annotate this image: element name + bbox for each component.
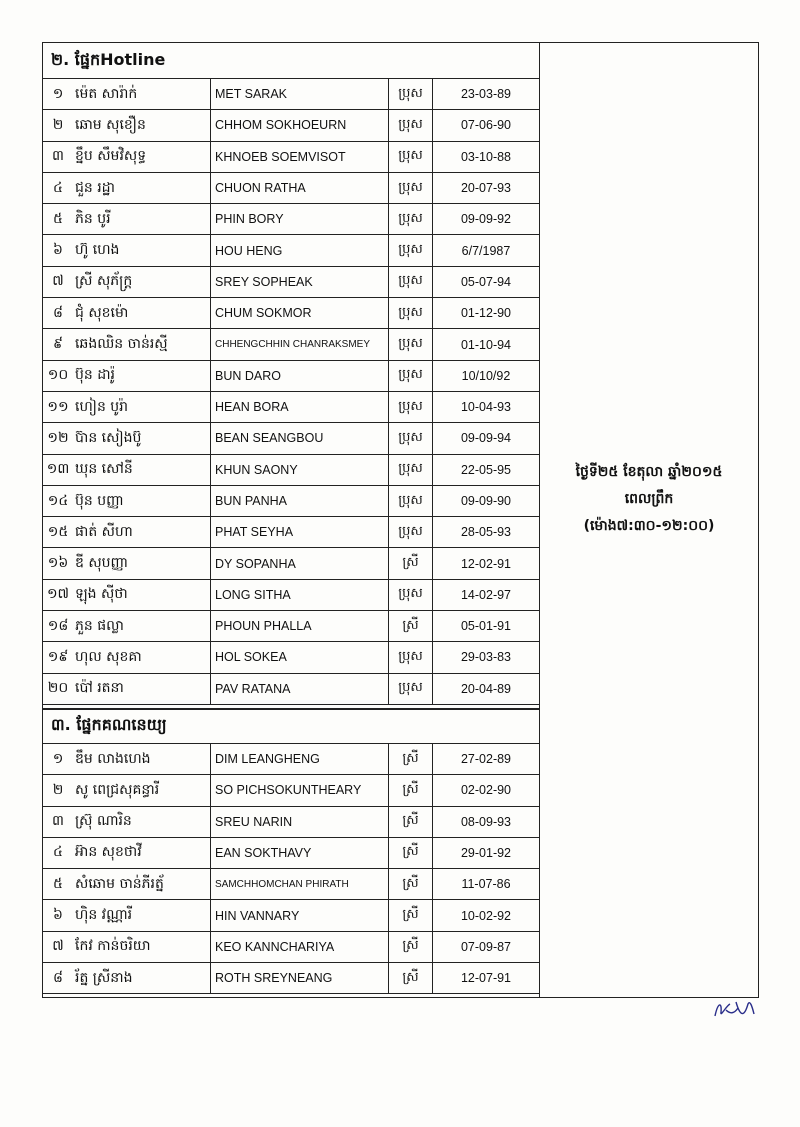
table-row (43, 674, 539, 705)
table-row (43, 900, 539, 931)
sex: ស្រី (389, 963, 433, 993)
date-of-birth: 09-09-90 (460, 494, 512, 508)
latin-name: SO PICHSOKUNTHEARY (211, 775, 389, 805)
row-number: ៤ (53, 844, 63, 861)
row-number: ៧ (52, 273, 64, 290)
khmer-name: ប៊ុន ដារ៉ូ (73, 361, 211, 391)
khmer-name: ឆេងឈិន ចាន់រស្មី (73, 329, 211, 359)
table-row (43, 329, 539, 360)
table-row (43, 204, 539, 235)
khmer-name: ប៉ៅ រតនា (73, 674, 211, 704)
sex: ស្រី (389, 548, 433, 578)
schedule-date: ថ្ងៃទី២៥ ខែតុលា ឆ្នាំ២០១៥ (575, 464, 723, 480)
khmer-name: ឃុន សៅនី (73, 455, 211, 485)
row-number: ៣ (52, 813, 64, 830)
date-of-birth: 02-02-90 (460, 783, 512, 798)
row-number: ៦ (53, 242, 63, 259)
sex: ប្រុស (389, 423, 433, 453)
latin-name: CHUM SOKMOR (211, 298, 389, 328)
khmer-name: ហុល សុខគា (73, 642, 211, 672)
latin-name: PHIN BORY (211, 204, 389, 234)
date-of-birth: 11-07-86 (461, 877, 511, 892)
row-number: ៩ (53, 336, 63, 353)
table-row (43, 642, 539, 673)
khmer-name: ហៀន បូរ៉ា (73, 392, 211, 422)
row-number: ១៥ (47, 523, 69, 540)
date-of-birth: 01-12-90 (460, 306, 512, 321)
table-row (43, 267, 539, 298)
row-number: ១៧ (46, 586, 70, 603)
table-row (43, 611, 539, 642)
date-of-birth: 20-07-93 (460, 181, 512, 196)
sex: ប្រុស (389, 361, 433, 391)
row-number: ២ (52, 116, 64, 133)
latin-name: SAMCHHOMCHAN PHIRATH (211, 869, 389, 899)
table-row (43, 744, 539, 775)
section-header: ២. ផ្នែកHotline (43, 43, 539, 79)
khmer-name: រ័ត្ន ស្រីនាង (73, 963, 211, 993)
latin-name: CHHENGCHHIN CHANRAKSMEY (211, 329, 389, 359)
sex: ប្រុស (389, 517, 433, 547)
khmer-name: ឡុង ស៊ីថា (73, 580, 211, 610)
sex: ប្រុស (389, 267, 433, 297)
khmer-name: ផាត់ សីហា (73, 517, 211, 547)
khmer-name: ប៊ុន បញ្ញា (73, 486, 211, 516)
date-of-birth: 10-04-93 (460, 400, 512, 415)
sex: ប្រុស (389, 173, 433, 203)
sex: ប្រុស (389, 392, 433, 422)
schedule-time: (ម៉ោង៧:៣០-១២:០០) (583, 518, 715, 534)
date-of-birth: 22-05-95 (460, 462, 512, 477)
date-of-birth: 23-03-89 (460, 87, 512, 102)
latin-name: CHHOM SOKHOEURN (211, 110, 389, 140)
khmer-name: ខ្នឹប សឹមវិសុទ្ធ (73, 142, 211, 172)
latin-name: DIM LEANGHENG (211, 744, 389, 774)
latin-name: EAN SOKTHAVY (211, 838, 389, 868)
sex: ស្រី (389, 744, 433, 774)
latin-name: SREU NARIN (211, 807, 389, 837)
table-row (43, 142, 539, 173)
sex: ប្រុស (389, 580, 433, 610)
sex: ប្រុស (389, 204, 433, 234)
row-number: ៣ (52, 148, 64, 165)
sex: ប្រុស (389, 110, 433, 140)
date-of-birth: 27-02-89 (460, 752, 512, 767)
sex: ប្រុស (389, 329, 433, 359)
sex: ស្រី (389, 932, 433, 962)
row-number: ៧ (52, 938, 64, 955)
latin-name: PHOUN PHALLA (211, 611, 389, 641)
table-row (43, 298, 539, 329)
sex: ស្រី (389, 611, 433, 641)
khmer-name: ម៉េត សារ៉ាក់ (73, 79, 211, 109)
schedule-block (540, 459, 758, 540)
latin-name: PAV RATANA (211, 674, 389, 704)
latin-name: HOU HENG (211, 235, 389, 265)
sex: ស្រី (389, 775, 433, 805)
row-number: ៨ (53, 969, 63, 986)
date-of-birth: 6/7/1987 (461, 243, 511, 258)
latin-name: BEAN SEANGBOU (211, 423, 389, 453)
date-of-birth: 12-07-91 (460, 971, 512, 986)
row-number: ៥ (53, 210, 63, 227)
latin-name: MET SARAK (211, 79, 389, 109)
latin-name: HIN VANNARY (211, 900, 389, 930)
table-row (43, 517, 539, 548)
khmer-name: ជុំ សុខម៉ោ (73, 298, 211, 328)
row-number: ១០ (47, 367, 69, 384)
date-of-birth: 29-01-92 (460, 845, 512, 860)
table-row (43, 79, 539, 110)
latin-name: BUN DARO (211, 361, 389, 391)
staff-list (43, 43, 539, 997)
khmer-name: អ៊ាន សុខថាវី (73, 838, 211, 868)
table-row (43, 548, 539, 579)
row-number: ១៦ (47, 555, 69, 572)
khmer-name: ហ៊ូ ហេង (73, 235, 211, 265)
row-number: ២ (52, 781, 64, 798)
latin-name: SREY SOPHEAK (211, 267, 389, 297)
latin-name: KHNOEB SOEMVISOT (211, 142, 389, 172)
sex: ប្រុស (389, 235, 433, 265)
sex: ស្រី (389, 869, 433, 899)
date-of-birth: 05-01-91 (460, 619, 512, 634)
latin-name: DY SOPANHA (211, 548, 389, 578)
sex: ស្រី (389, 900, 433, 930)
table-row (43, 775, 539, 806)
row-number: ១៣ (46, 461, 70, 478)
khmer-name: ប៊ាន សៀងប៊ូ (73, 423, 211, 453)
table-row (43, 110, 539, 141)
sex: ប្រុស (389, 79, 433, 109)
khmer-name: សំឆោម ចាន់ភីរត្ន័ (73, 869, 211, 899)
khmer-name: ស្រ៊ុ ណារិន (73, 807, 211, 837)
table-row (43, 235, 539, 266)
latin-name: CHUON RATHA (211, 173, 389, 203)
date-of-birth: 20-04-89 (460, 681, 512, 696)
sex: ប្រុស (389, 455, 433, 485)
latin-name: HEAN BORA (211, 392, 389, 422)
khmer-name: ឌី សុបញ្ញា (73, 548, 211, 578)
khmer-name: ឌឹម លាងហេង (73, 744, 211, 774)
sex: ប្រុស (389, 486, 433, 516)
sex: ប្រុស (389, 674, 433, 704)
table-row (43, 392, 539, 423)
row-number: ៨ (53, 304, 63, 321)
row-number: ១ (52, 750, 64, 767)
date-of-birth: 08-09-93 (460, 814, 512, 829)
latin-name: LONG SITHA (211, 580, 389, 610)
date-of-birth: 09-09-94 (460, 431, 512, 446)
date-of-birth: 14-02-97 (460, 587, 512, 602)
row-number: ១៨ (47, 617, 69, 634)
latin-name: BUN PANHA (211, 486, 389, 516)
table-row (43, 869, 539, 900)
table-row (43, 423, 539, 454)
date-of-birth: 28-05-93 (460, 525, 512, 540)
row-number: ៦ (53, 907, 63, 924)
table-row (43, 932, 539, 963)
table-row (43, 580, 539, 611)
date-of-birth: 07-06-90 (460, 118, 512, 133)
table-row (43, 173, 539, 204)
khmer-name: ហ៊ិន វណ្ណារី (73, 900, 211, 930)
table-row (43, 807, 539, 838)
sex: ស្រី (389, 838, 433, 868)
latin-name: HOL SOKEA (211, 642, 389, 672)
row-number: ១២ (47, 429, 69, 446)
sex: ប្រុស (389, 142, 433, 172)
date-of-birth: 12-02-91 (460, 556, 512, 571)
khmer-name: ស្រី សុភ័ក្ត្រ (73, 267, 211, 297)
sex: ប្រុស (389, 298, 433, 328)
date-of-birth: 09-09-92 (460, 212, 512, 227)
table-row (43, 963, 539, 994)
date-of-birth: 03-10-88 (460, 149, 512, 164)
schedule-session: ពេលព្រឹក (624, 491, 674, 507)
khmer-name: កែវ កាន់ចរិយា (73, 932, 211, 962)
schedule-column (539, 43, 758, 997)
latin-name: ROTH SREYNEANG (211, 963, 389, 993)
row-number: ៤ (53, 179, 63, 196)
date-of-birth: 10-02-92 (460, 908, 512, 923)
date-of-birth: 07-09-87 (460, 939, 512, 954)
latin-name: KEO KANNCHARIYA (211, 932, 389, 962)
row-number: ១១ (47, 398, 69, 415)
date-of-birth: 05-07-94 (460, 274, 512, 289)
khmer-name: សូ ពេជ្រសុគន្ធារី (73, 775, 211, 805)
row-number: ១៩ (47, 648, 69, 665)
row-number: ១៤ (47, 492, 69, 509)
khmer-name: ឆោម សុខឿន (73, 110, 211, 140)
latin-name: PHAT SEYHA (211, 517, 389, 547)
table-row (43, 838, 539, 869)
latin-name: KHUN SAONY (211, 455, 389, 485)
table-row (43, 455, 539, 486)
date-of-birth: 01-10-94 (460, 337, 512, 352)
sex: ស្រី (389, 807, 433, 837)
section-header: ៣. ផ្នែកគណនេយ្យ (43, 708, 539, 744)
handwritten-signature (712, 996, 756, 1022)
khmer-name: ភួន ផល្លា (73, 611, 211, 641)
table-row (43, 486, 539, 517)
table-row (43, 361, 539, 392)
row-number: ២០ (47, 680, 69, 697)
sex: ប្រុស (389, 642, 433, 672)
date-of-birth: 10/10/92 (461, 368, 511, 383)
row-number: ៥ (53, 875, 63, 892)
date-of-birth: 29-03-83 (460, 650, 512, 665)
khmer-name: ជួន រដ្ឋា (73, 173, 211, 203)
row-number: ១ (52, 85, 64, 102)
schedule-table (42, 42, 759, 998)
khmer-name: ភិន បូរី (73, 204, 211, 234)
